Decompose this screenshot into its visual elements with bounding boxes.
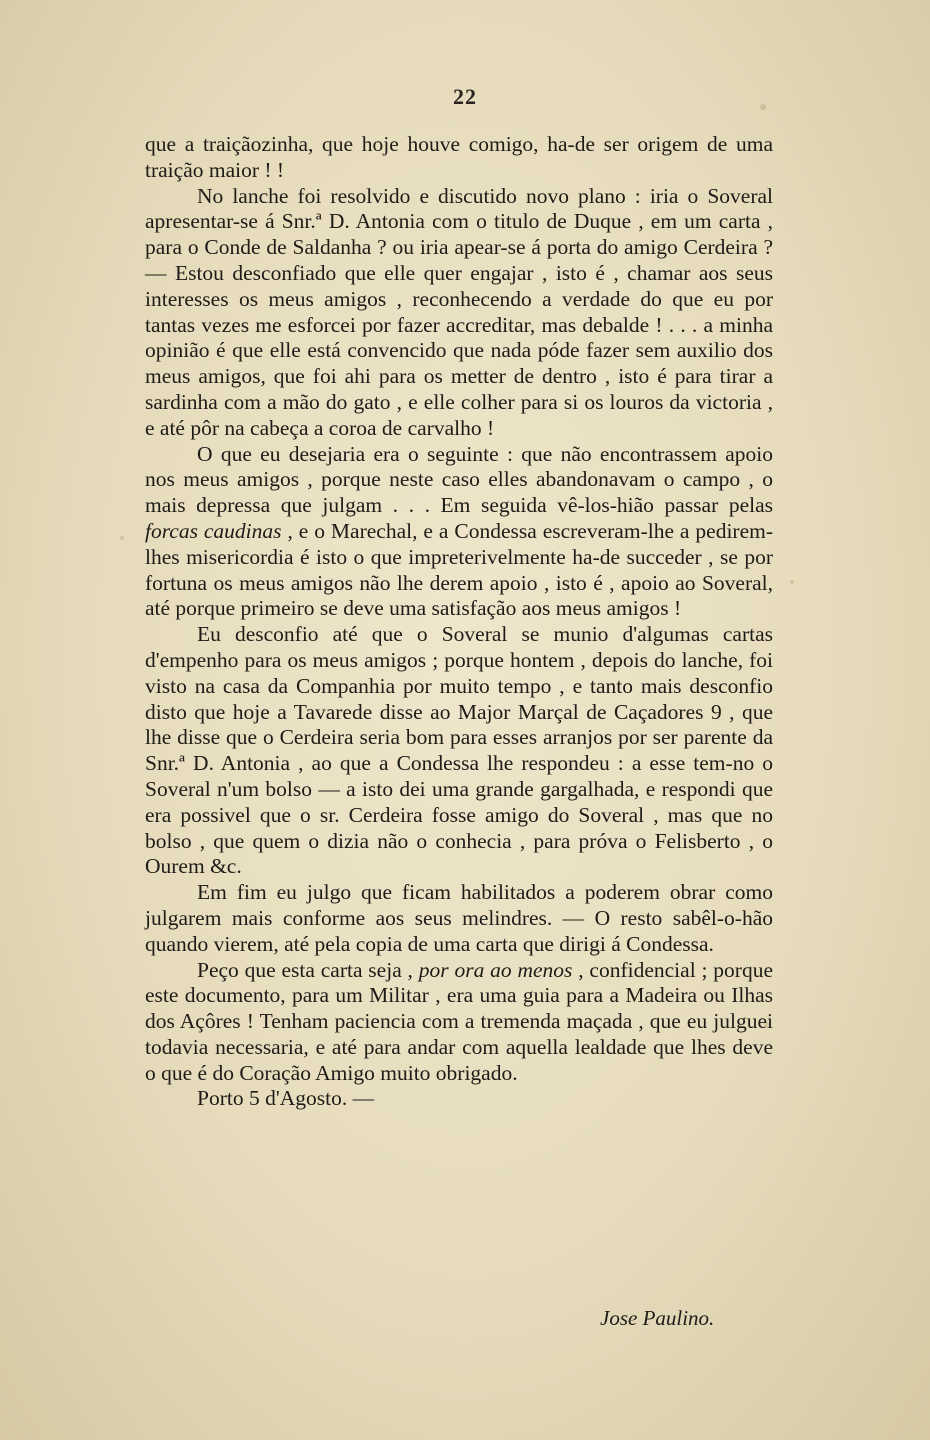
italic-phrase: forcas caudinas bbox=[145, 518, 282, 543]
text-run: Em fim eu julgo que ficam habilitados a poderem obrar como julgarem mais conforme aos seus melindres. — O resto sabêl-o-hão quando vierem, até pela copia de uma carta que dirigi á Condessa. bbox=[145, 880, 773, 956]
text-run: Eu desconfio até que o Soveral se munio d'algumas cartas d'empenho para os meus amigos ; porque hontem , depois do lanche, foi visto na casa da Companhia por muito tempo , e tanto mais desconfio disto que hoje a Tavarede disse ao Major Marçal de Caçadores 9 , que lhe disse que o Cerdeira seria bom para esses arranjos por ser parente da Snr.ª D. Antonia , ao que a Condessa lhe respondeu : a esse tem-no o Soveral n'um bolso — a isto dei uma grande gargalhada, e respondi que era possivel que o sr. Cerdeira fosse amigo do Soveral , mas que no bolso , que quem o dizia não o conhecia , para próva o Felisberto , o Ourem &c. bbox=[145, 622, 773, 879]
text-run: O que eu desejaria era o seguinte : que não encontrassem apoio nos meus amigos , porque neste caso elles abandonavam o campo , o mais depressa que julgam . . . Em seguida vê-los-hião passar pelas bbox=[145, 441, 773, 518]
text-run: No lanche foi resolvido e discutido novo plano : iria o Soveral apresentar-se á Snr.ª D. Antonia com o titulo de Duque , em um carta , para o Conde de Saldanha ? ou iria apear-se á porta do amigo Cerdeira ? — Estou desconfiado que elle quer engajar , isto é , chamar aos seus interesses os meus amigos , reconhecendo a verdade do que eu por tantas vezes me esforcei por fazer accreditar, mas debalde ! . . . a minha opinião é que elle está convencido que nada póde fazer sem auxilio dos meus amigos, que foi ahi para os metter de dentro , isto é para tirar a sardinha com a mão do gato , e elle colher para si os louros da victoria , e até pôr na cabeça a coroa de carvalho ! bbox=[145, 183, 773, 440]
page-number: 22 bbox=[453, 84, 477, 109]
paper-stain bbox=[790, 580, 794, 584]
paragraph bbox=[145, 880, 773, 957]
paragraph bbox=[145, 622, 773, 880]
paragraph bbox=[145, 132, 773, 184]
text-run: Peço que esta carta seja , bbox=[197, 957, 419, 982]
text-run: , e o Marechal, e a Condessa escreveram-lhe a pedirem-lhes misericordia é isto o que impreterivelmente ha-de succeder , se por fortuna os meus amigos não lhe derem apoio , isto é , apoio ao Soveral, até porque primeiro se deve uma satisfação aos meus amigos ! bbox=[145, 518, 774, 621]
body-text bbox=[145, 132, 773, 1112]
place-date-line: Porto 5 d'Agosto. — bbox=[197, 1086, 375, 1111]
paragraph bbox=[145, 184, 773, 442]
italic-phrase: por ora ao menos bbox=[418, 957, 573, 982]
paper-stain bbox=[120, 536, 124, 540]
paragraph bbox=[145, 958, 773, 1087]
text-run: que a traiçãozinha, que hoje houve comigo, ha-de ser origem de uma traição maior ! ! bbox=[145, 132, 773, 182]
text-run: , confidencial ; porque este documento, para um Militar , era uma guia para a Madeira ou Ilhas dos Açôres ! Tenham paciencia com a tremenda maçada , que eu julguei todavia necessaria, e até para andar com aquella lealdade que lhes deve o que é do Coração Amigo muito obrigado. bbox=[145, 957, 773, 1085]
paragraph-list bbox=[145, 132, 773, 1086]
signature: Jose Paulino. bbox=[600, 1306, 715, 1330]
paragraph bbox=[145, 442, 773, 623]
